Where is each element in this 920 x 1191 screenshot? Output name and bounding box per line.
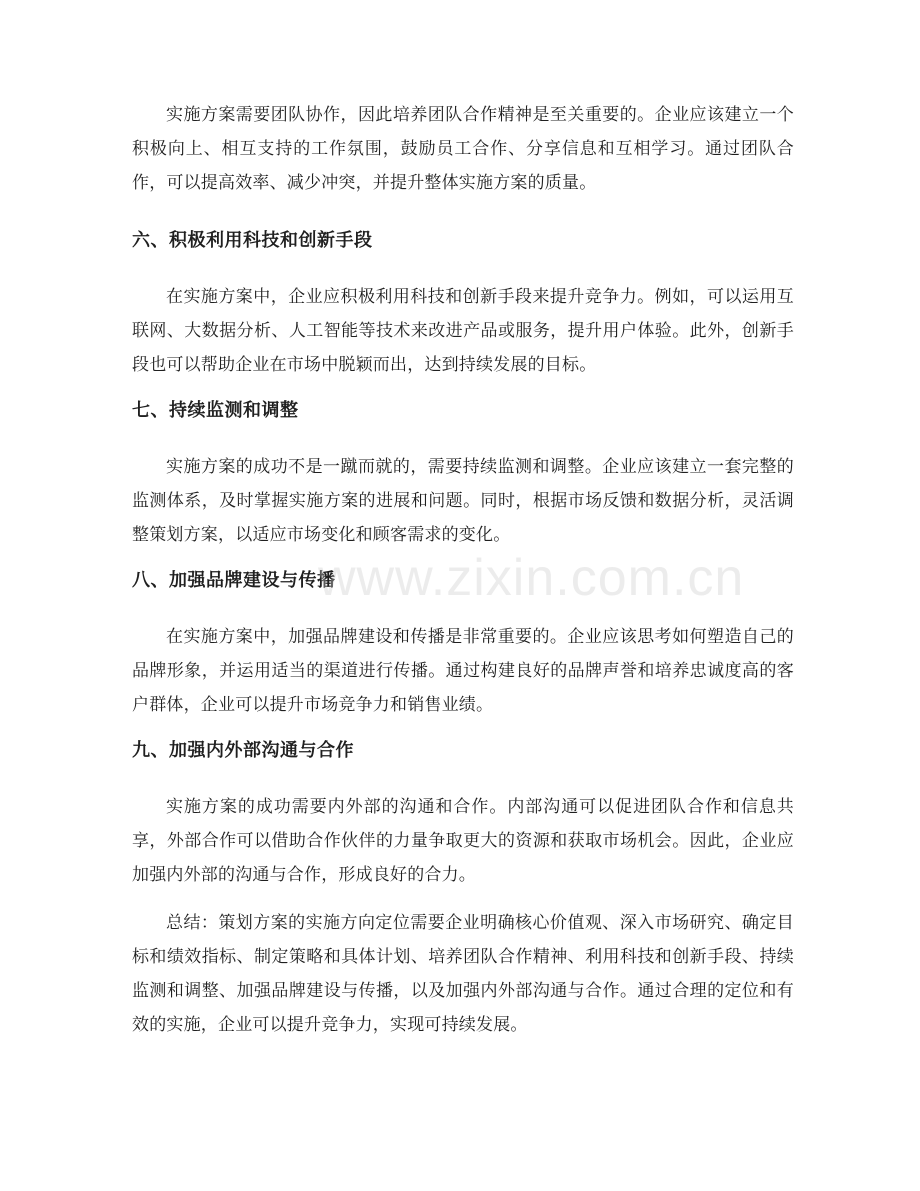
section-6-heading: 六、积极利用科技和创新手段 (132, 230, 373, 251)
intro-paragraph: 实施方案需要团队协作，因此培养团队合作精神是至关重要的。企业应该建立一个积极向上、相互支持的工作氛围，鼓励员工合作、分享信息和互相学习。通过团队合作，可以提高效率、减少冲突，并提升整体实施方案的质量。 (132, 105, 794, 193)
section-9-paragraph: 实施方案的成功需要内外部的沟通和合作。内部沟通可以促进团队合作和信息共享，外部合作可以借助合作伙伴的力量争取更大的资源和获取市场机会。因此，企业应加强内外部的沟通与合作，形成良好的合力。 (132, 797, 794, 885)
section-8-heading: 八、加强品牌建设与传播 (132, 570, 336, 591)
section-6-paragraph: 在实施方案中，企业应积极利用科技和创新手段来提升竞争力。例如，可以运用互联网、大数据分析、人工智能等技术来改进产品或服务，提升用户体验。此外，创新手段也可以帮助企业在市场中脱颖而出，达到持续发展的目标。 (132, 287, 794, 375)
section-9-heading: 九、加强内外部沟通与合作 (132, 740, 354, 761)
section-7-paragraph: 实施方案的成功不是一蹴而就的，需要持续监测和调整。企业应该建立一套完整的监测体系，及时掌握实施方案的进展和问题。同时，根据市场反馈和数据分析，灵活调整策划方案，以适应市场变化和顾客需求的变化。 (132, 457, 794, 545)
section-7-heading: 七、持续监测和调整 (132, 400, 299, 421)
section-8-paragraph: 在实施方案中，加强品牌建设和传播是非常重要的。企业应该思考如何塑造自己的品牌形象，并运用适当的渠道进行传播。通过构建良好的品牌声誉和培养忠诚度高的客户群体，企业可以提升市场竞争力和销售业绩。 (132, 627, 794, 715)
summary-paragraph: 总结：策划方案的实施方向定位需要企业明确核心价值观、深入市场研究、确定目标和绩效指标、制定策略和具体计划、培养团队合作精神、利用科技和创新手段、持续监测和调整、加强品牌建设与传播，以及加强内外部沟通与合作。通过合理的定位和有效的实施，企业可以提升竞争力，实现可持续发展。 (132, 913, 794, 1035)
watermark-text: www.zixin.com.cn (318, 549, 745, 607)
